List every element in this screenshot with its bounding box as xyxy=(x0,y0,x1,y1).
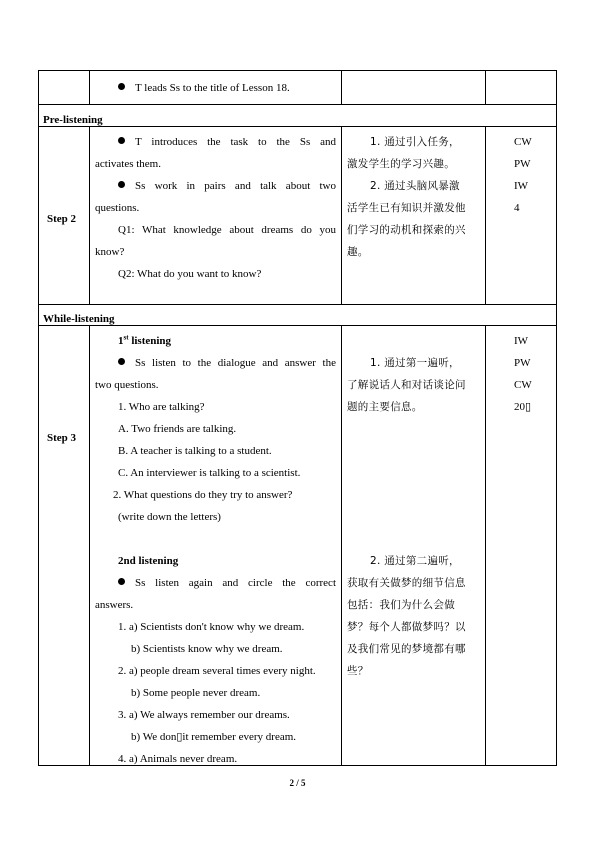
interaction-mode: IW xyxy=(514,335,529,347)
activity-line: Ss work in pairs and talk about two xyxy=(118,179,336,193)
activity-line: 4. a) Animals never dream. xyxy=(118,753,238,765)
activity-line: answers. xyxy=(95,599,134,611)
purpose-line: 题的主要信息。 xyxy=(347,401,423,413)
interaction-mode: IW xyxy=(514,180,529,192)
purpose-line: 1. 通过引入任务， xyxy=(370,136,460,148)
step-label: Step 3 xyxy=(47,432,77,444)
column-divider xyxy=(341,70,342,105)
activity-line: activates them. xyxy=(95,158,161,170)
purpose-line: 了解说话人和对话谈论问 xyxy=(347,379,466,391)
table-rule-top xyxy=(38,70,557,71)
activity-line: Q1: What knowledge about dreams do you xyxy=(118,224,336,236)
bullet-icon xyxy=(118,181,125,188)
purpose-line: 2. 通过头脑风暴激 xyxy=(370,180,460,192)
bullet-icon xyxy=(118,578,125,585)
column-divider xyxy=(89,126,90,305)
table-border-right xyxy=(556,70,557,766)
bullet-icon xyxy=(118,358,125,365)
column-divider xyxy=(89,70,90,105)
column-divider xyxy=(341,325,342,766)
purpose-line: 2. 通过第二遍听， xyxy=(370,555,460,567)
column-divider xyxy=(485,325,486,766)
activity-line: 1. a) Scientists don't know why we dream. xyxy=(118,621,305,633)
second-listening-title: 2nd listening xyxy=(118,555,179,567)
top-row-text: T leads Ss to the title of Lesson 18. xyxy=(118,81,290,95)
bullet-icon xyxy=(118,83,125,90)
activity-line: 1. Who are talking? xyxy=(118,401,205,413)
first-listening-title: 1st listening xyxy=(118,333,172,347)
interaction-mode: PW xyxy=(514,158,531,170)
activity-line: B. A teacher is talking to a student. xyxy=(118,445,272,457)
interaction-mode: CW xyxy=(514,379,532,391)
purpose-line: 及我们常见的梦境都有哪 xyxy=(347,643,466,655)
purpose-line: 们学习的动机和探索的兴 xyxy=(347,224,466,236)
activity-line: b) Some people never dream. xyxy=(131,687,261,699)
activity-line: b) Scientists know why we dream. xyxy=(131,643,283,655)
column-divider xyxy=(485,70,486,105)
activity-line: know? xyxy=(95,246,125,258)
activity-line: Q2: What do you want to know? xyxy=(118,268,262,280)
activity-line: C. An interviewer is talking to a scientist. xyxy=(118,467,301,479)
purpose-line: 1. 通过第一遍听， xyxy=(370,357,460,369)
activity-line: questions. xyxy=(95,202,140,214)
section-header-pre-listening: Pre-listening xyxy=(43,114,103,126)
column-divider xyxy=(89,325,90,766)
interaction-mode: 4 xyxy=(514,202,520,214)
table-rule xyxy=(38,126,557,127)
interaction-mode: 20▯ xyxy=(514,401,532,413)
interaction-mode: CW xyxy=(514,136,532,148)
activity-line: b) We don▯it remember every dream. xyxy=(131,731,297,743)
purpose-line: 激发学生的学习兴趣。 xyxy=(347,158,455,170)
column-divider xyxy=(341,126,342,305)
activity-line: Ss listen to the dialogue and answer the xyxy=(118,356,336,370)
purpose-line: 些？ xyxy=(347,665,369,677)
activity-line: A. Two friends are talking. xyxy=(118,423,237,435)
step-label: Step 2 xyxy=(47,213,77,225)
interaction-mode: PW xyxy=(514,357,531,369)
bullet-icon xyxy=(118,137,125,144)
table-border-left xyxy=(38,70,39,766)
table-rule xyxy=(38,304,557,305)
purpose-line: 梦？每个人都做梦吗？以 xyxy=(347,621,466,633)
activity-line: Ss listen again and circle the correct xyxy=(118,576,336,590)
activity-line: 3. a) We always remember our dreams. xyxy=(118,709,290,721)
purpose-line: 包括：我们为什么会做 xyxy=(347,599,455,611)
page-number: 2 / 5 xyxy=(289,778,306,788)
table-rule xyxy=(38,325,557,326)
table-rule-bottom xyxy=(38,765,557,766)
table-rule xyxy=(38,104,557,105)
activity-line: (write down the letters) xyxy=(118,511,221,523)
purpose-line: 趣。 xyxy=(347,246,369,258)
activity-line: 2. What questions do they try to answer? xyxy=(113,489,293,501)
purpose-line: 获取有关做梦的细节信息 xyxy=(347,577,466,589)
purpose-line: 活学生已有知识并激发他 xyxy=(347,202,466,214)
activity-line: T introduces the task to the Ss and xyxy=(118,135,336,149)
column-divider xyxy=(485,126,486,305)
activity-line: 2. a) people dream several times every night. xyxy=(118,665,316,677)
activity-line: two questions. xyxy=(95,379,159,391)
section-header-while-listening: While-listening xyxy=(43,313,115,325)
